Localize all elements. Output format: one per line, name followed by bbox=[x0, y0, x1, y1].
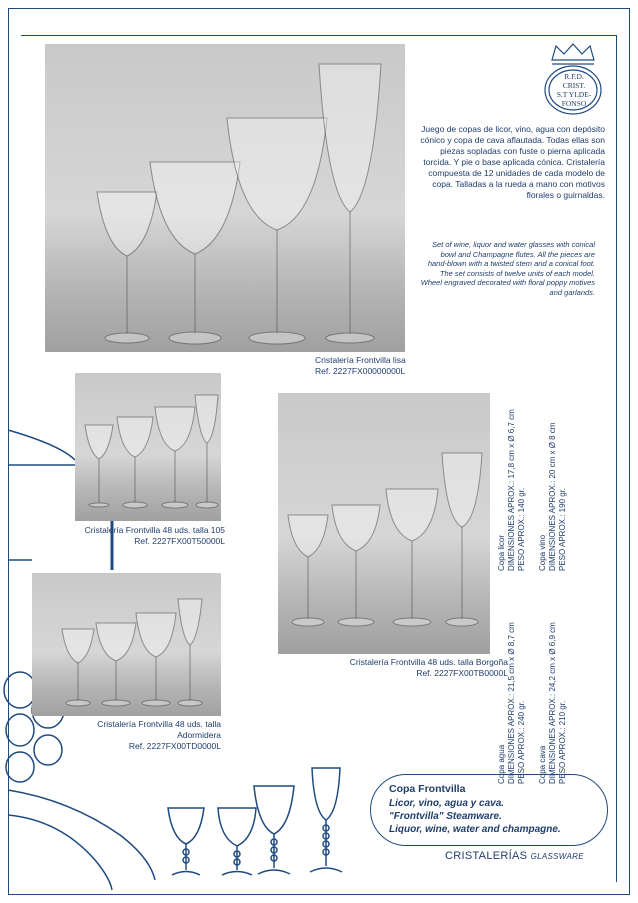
logo-text bbox=[549, 72, 599, 108]
photo-name-line2: Adormidera bbox=[177, 730, 221, 740]
spec-dimensions: DIMENSIONES APROX.: 20 cm x Ø 8 cm bbox=[548, 422, 557, 571]
photo-name: Cristalería Frontvilla 48 uds. talla 105 bbox=[84, 525, 225, 535]
photo-ref: Ref. 2227FX00TD0000L bbox=[128, 741, 221, 751]
spec-copa-vino bbox=[538, 423, 568, 571]
spec-dimensions: DIMENSIONES APROX.: 24,2 cm x Ø 6,9 cm bbox=[548, 622, 557, 784]
photo-name: Cristalería Frontvilla lisa bbox=[315, 355, 406, 365]
footer-main: CRISTALERÍAS bbox=[445, 850, 528, 862]
photo-ref: Ref. 2227FX00000000L bbox=[315, 366, 406, 376]
photo-name-line1: Cristalería Frontvilla 48 uds. talla bbox=[97, 719, 221, 729]
photo-name: Cristalería Frontvilla 48 uds. talla Borgoña bbox=[349, 657, 508, 667]
spec-copa-agua bbox=[497, 622, 527, 784]
spec-label: Copa vino bbox=[538, 534, 547, 571]
logo-line: FONSO bbox=[561, 99, 587, 108]
logo-line: R.F.D. bbox=[564, 72, 584, 81]
spec-label: Copa agua bbox=[497, 744, 506, 784]
callout-line: Licor, vino, agua y cava. bbox=[389, 798, 505, 809]
photo-ref: Ref. 2227FX00T50000L bbox=[134, 536, 225, 546]
spec-weight: PESO APROX.: 140 gr. bbox=[517, 487, 526, 571]
callout-title: Copa Frontvilla bbox=[389, 783, 466, 795]
spec-weight: PESO APROX.: 240 gr. bbox=[517, 700, 526, 784]
spec-dimensions: DIMENSIONES APROX.: 21,5 cm x Ø 8,7 cm bbox=[507, 622, 516, 784]
photo-frontvilla-lisa bbox=[45, 44, 405, 352]
spec-copa-cava bbox=[538, 622, 568, 784]
description-spanish: Juego de copas de licor, vino, agua con depósito cónico y copa de cava aflautada. Todas ellas son piezas sopladas con fuste o pierna aplicada torcida. Y pie o base aplicada cónica. Cristalería compuesta de 12 unidades de cada modelo de copa. Talladas a la rueda a mano con motivos florales o guirnaldas. bbox=[420, 124, 605, 200]
caption-talla-borgona bbox=[330, 657, 508, 679]
footer-sub: GLASSWARE bbox=[530, 852, 584, 861]
callout-line: "Frontvilla" Steamware. bbox=[389, 811, 502, 822]
photo-talla-105 bbox=[75, 373, 221, 521]
footer-section-title bbox=[445, 850, 584, 862]
spec-dimensions: DIMENSIONES APROX.: 17,8 cm x Ø 6,7 cm bbox=[507, 409, 516, 571]
caption-frontvilla-lisa bbox=[315, 355, 435, 377]
logo-line: CRIST. bbox=[562, 81, 586, 90]
spec-weight: PESO APROX.: 210 gr. bbox=[558, 700, 567, 784]
spec-copa-licor bbox=[497, 409, 527, 571]
spec-label: Copa licor bbox=[497, 534, 506, 571]
callout-line: Liquor, wine, water and champagne. bbox=[389, 824, 561, 835]
description-english: Set of wine, liquor and water glasses with conical bowl and Champagne flutes. All the pieces are hand-blown with a twisted stem and a conical foot. The set consists of twelve units of each model. Wheel engraved decorated with floral poppy motives and garlands. bbox=[420, 240, 595, 297]
photo-talla-adormidera bbox=[32, 573, 221, 716]
caption-talla-105 bbox=[40, 525, 225, 547]
photo-ref: Ref. 2227FX00TB0000L bbox=[416, 668, 508, 678]
caption-talla-adormidera bbox=[80, 719, 221, 752]
spec-label: Copa cava bbox=[538, 745, 547, 784]
logo-line: S.T YLDE- bbox=[556, 90, 592, 99]
spec-weight: PESO APROX.: 190 gr. bbox=[558, 487, 567, 571]
photo-talla-borgona bbox=[278, 393, 490, 654]
